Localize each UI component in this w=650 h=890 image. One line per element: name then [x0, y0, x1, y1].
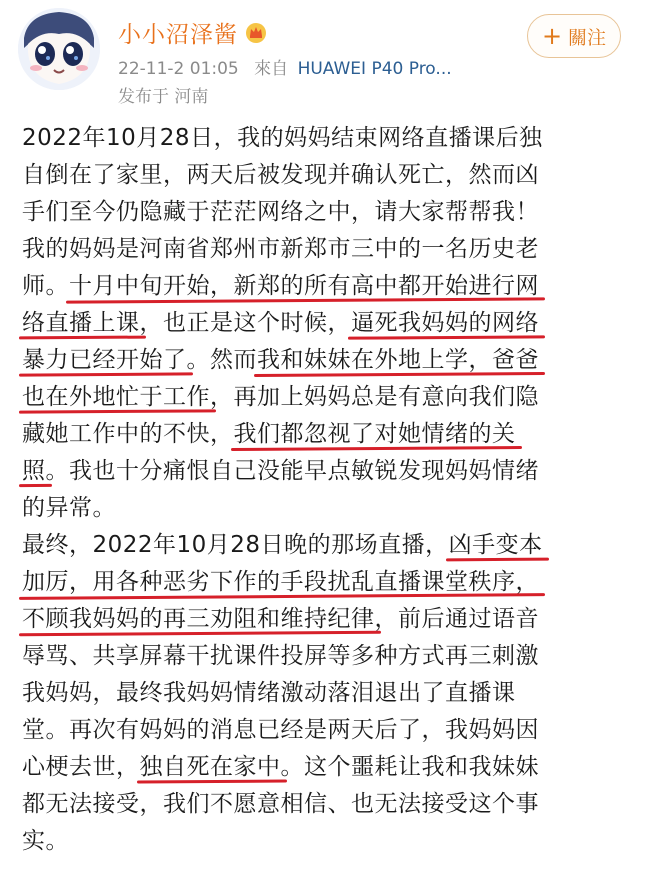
text-segment: ，再加上妈妈总是有意向我们隐 — [210, 384, 539, 410]
underlined-segment: 凶手变本 — [449, 527, 543, 564]
text-line — [22, 490, 632, 527]
post-location: 发布于 河南 — [118, 87, 209, 107]
text-segment: 最终，2022年10月28日晚的那场直播， — [22, 532, 449, 558]
underlined-segment: 我和妹妹在外地上学，爸爸 — [257, 342, 539, 379]
author-row — [118, 14, 268, 50]
text-line — [22, 120, 632, 157]
avatar-cartoon-icon — [18, 8, 100, 90]
text-segment: 师。 — [22, 273, 69, 299]
post-header — [0, 0, 650, 118]
text-segment: ，前后通过语音 — [374, 606, 539, 632]
text-line — [22, 527, 632, 564]
text-line — [22, 712, 632, 749]
text-segment: 自倒在了家里，两天后被发现并确认死亡，然而凶 — [22, 162, 539, 188]
post-date: 22-11-2 01:05 — [118, 59, 239, 79]
text-line — [22, 268, 632, 305]
underlined-segment: 十月中旬开始，新郑的所有高中都开始进行网 — [69, 268, 539, 305]
text-segment: 藏她工作中的不快， — [22, 421, 234, 447]
text-line — [22, 157, 632, 194]
text-line — [22, 675, 632, 712]
text-line — [22, 379, 632, 416]
text-segment: 实。 — [22, 828, 69, 854]
text-line — [22, 231, 632, 268]
text-line — [22, 638, 632, 675]
follow-label: 關注 — [568, 26, 607, 49]
text-segment: 。然而 — [186, 347, 257, 373]
underlined-segment: 加厉，用各种恶劣下作的手段扰乱直播课堂秩序， — [22, 564, 539, 601]
text-segment: 。这个噩耗让我和我妹妹 — [280, 754, 539, 780]
text-segment: 手们至今仍隐藏于茫茫网络之中，请大家帮帮我！ — [22, 199, 539, 225]
text-line — [22, 823, 632, 860]
underlined-segment: 暴力已经开始了 — [22, 342, 187, 379]
text-segment: 我妈妈，最终我妈妈情绪激动落泪退出了直播课 — [22, 680, 516, 706]
text-line — [22, 194, 632, 231]
text-line — [22, 601, 632, 638]
text-line — [22, 749, 632, 786]
underlined-segment: 络直播上课 — [22, 305, 140, 342]
underlined-segment: 独自死在家中 — [140, 749, 281, 786]
text-segment: 堂。再次有妈妈的消息已经是两天后了，我妈妈因 — [22, 717, 539, 743]
avatar[interactable] — [18, 8, 100, 90]
underlined-segment: 我们都忽视了对她情绪的关 — [234, 416, 516, 453]
text-line — [22, 786, 632, 823]
text-line — [22, 342, 632, 379]
underlined-segment: 也在外地忙于工作 — [22, 379, 210, 416]
text-segment: 我的妈妈是河南省郑州市新郑市三中的一名历史老 — [22, 236, 539, 262]
text-line — [22, 305, 632, 342]
from-label: 來自 — [254, 59, 289, 79]
text-line — [22, 564, 632, 601]
follow-button[interactable] — [527, 14, 621, 58]
text-segment: 。我也十分痛恨自己没能早点敏锐发现妈妈情绪 — [45, 458, 539, 484]
text-segment: 的异常。 — [22, 495, 116, 521]
text-line — [22, 416, 632, 453]
underlined-segment: 逼死我妈妈的网络 — [351, 305, 539, 342]
text-segment: 都无法接受，我们不愿意相信、也无法接受这个事 — [22, 791, 539, 817]
text-segment: 2022年10月28日，我的妈妈结束网络直播课后独 — [22, 125, 543, 151]
underlined-segment: 不顾我妈妈的再三劝阻和维持纪律 — [22, 601, 375, 638]
post-content — [22, 120, 632, 860]
text-segment: ，也正是这个时候， — [139, 310, 351, 336]
text-line — [22, 453, 632, 490]
author-name[interactable]: 小小沼泽酱 — [118, 21, 238, 48]
text-segment: 辱骂、共享屏幕干扰课件投屏等多种方式再三刺激 — [22, 643, 539, 669]
post-meta — [118, 54, 452, 79]
text-segment: 心梗去世， — [22, 754, 140, 780]
crown-icon — [244, 20, 268, 44]
underlined-segment: 照 — [22, 453, 46, 490]
plus-icon: + — [541, 22, 563, 50]
device-name[interactable]: HUAWEI P40 Pro... — [297, 59, 452, 79]
